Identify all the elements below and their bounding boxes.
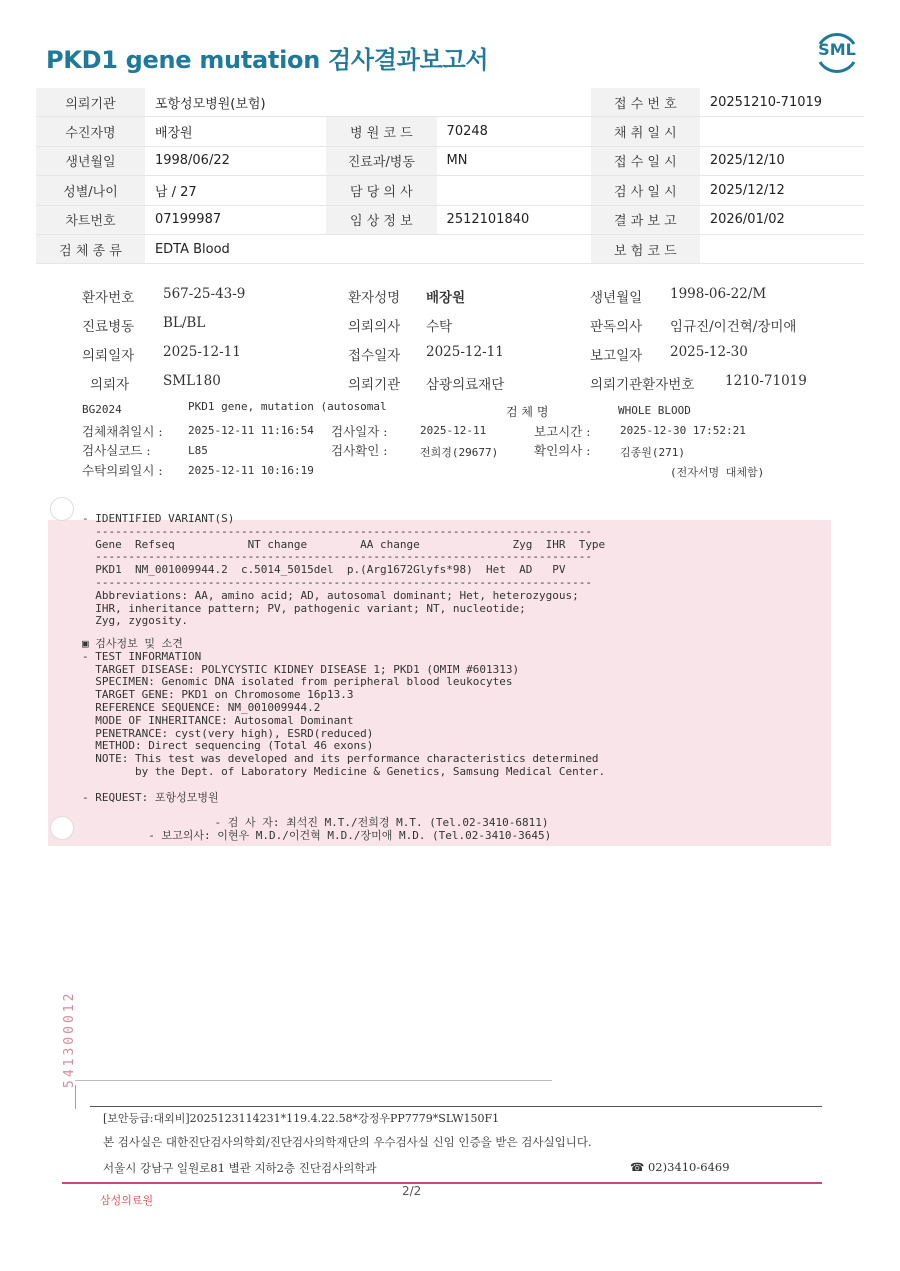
page-number: 2/2 [402,1184,422,1198]
report-title: PKD1 gene mutation 검사결과보고서 [46,46,489,74]
info-value: 1998/06/22 [145,146,326,175]
variant-table: - IDENTIFIED VARIANT(S) --------------------------------------------------------------------------- Gene Refseq NT change AA change Zyg IHR Type --------------------------------------------------------------------------- PKD1 NM_001009944.2 c.5014_5015del p.(Arg1672Glyfs*98) Het AD PV --------------------------------------------------------------------------- Abbreviations: AA, amino acid; AD, autosomal dominant; Het, heterozygous; IHR, inheritance pattern; PV, pathogenic variant; NT, nucleotide; Zyg, zygosity. [82,512,606,628]
info-value: 2512101840 [437,205,591,234]
side-mark [75,1085,77,1109]
patient-field-value: 배장원 [426,290,466,306]
info-label: 임 상 정 보 [326,205,436,234]
patient-field-value: 수탁 [426,319,453,335]
patient-field-value: 567-25-43-9 [163,286,246,302]
info-label: 진료과/병동 [326,146,436,175]
info-row [36,117,864,146]
patient-field-value: 2025-12-11 [426,344,504,360]
room-label: 검사실코드 : [82,443,151,458]
patient-field-label: 생년월일 [590,290,643,306]
phone-line: ☎ 02)3410-6469 [630,1160,730,1174]
doctor-label: 확인의사 : [534,443,591,458]
logo-text: SML [818,40,856,59]
patient-field-label: 접수일자 [348,348,401,364]
info-label: 보 험 코 드 [591,234,700,263]
patient-field-label: 의뢰기관 [348,377,401,393]
info-value [437,176,591,205]
info-label: 접 수 일 시 [591,146,700,175]
info-value: EDTA Blood [145,234,591,263]
footer-pink-rule [62,1182,822,1184]
info-label: 담 당 의 사 [326,176,436,205]
info-label: 성별/나이 [36,176,145,205]
info-row [36,146,864,175]
info-value: 2026/01/02 [700,205,864,234]
patient-field-value: 2025-12-30 [670,344,748,360]
address-line: 서울시 강남구 일원로81 별관 지하2층 진단검사의학과 [103,1161,377,1175]
patient-field-value: 삼광의료재단 [426,377,505,393]
punch-hole [50,497,74,521]
info-value: 배장원 [145,117,326,146]
patient-field-value: 임규진/이건혁/장미애 [670,319,797,335]
info-value: 20251210-71019 [700,88,864,117]
report-time-label: 보고시간 : [534,424,591,439]
confirm-label: 검사확인 : [331,443,388,458]
confirm-value: 전희경(29677) [420,446,499,459]
info-table [36,88,864,264]
info-label: 수진자명 [36,117,145,146]
collect-value: 2025-12-11 11:16:54 [188,424,314,437]
security-line: [보안등급:대외비]2025123114231*119.4.22.58*강정우PP7779*SLW150F1 [103,1112,500,1125]
footer-top-rule [90,1106,822,1107]
info-value: 포항성모병원(보험) [145,88,591,117]
specimen-value: WHOLE BLOOD [618,404,691,417]
info-label: 생년월일 [36,146,145,175]
info-value: 70248 [437,117,591,146]
info-label: 채 취 일 시 [591,117,700,146]
footer-top-rule-light [75,1080,552,1081]
patient-field-label: 환자성명 [348,290,401,306]
certification-line: 본 검사실은 대한진단검사의학회/진단검사의학재단의 우수검사실 신임 인증을 받은 검사실입니다. [103,1135,592,1149]
patient-field-value: 2025-12-11 [163,344,241,360]
info-label: 의뢰기관 [36,88,145,117]
punch-hole [50,816,74,840]
info-label: 차트번호 [36,205,145,234]
patient-field-label: 보고일자 [590,348,643,364]
report-time-value: 2025-12-30 17:52:21 [620,424,746,437]
info-value: 2025/12/10 [700,146,864,175]
patient-field-label: 의뢰자 [90,377,130,393]
info-label: 검 체 종 류 [36,234,145,263]
specimen-label: 검 체 명 [506,405,549,419]
info-label: 결 과 보 고 [591,205,700,234]
info-row [36,234,864,263]
test-code: BG2024 [82,403,122,416]
patient-field-label: 의뢰일자 [82,348,135,364]
patient-field-value: BL/BL [163,315,206,331]
patient-field-value: 1998-06-22/M [670,286,767,302]
info-row [36,88,864,117]
info-value [700,117,864,146]
collect-label: 검체채취일시 : [82,424,163,439]
info-row [36,205,864,234]
patient-field-value: 1210-71019 [725,373,807,389]
test-date-value: 2025-12-11 [420,424,487,437]
info-value: 남 / 27 [145,176,326,205]
sml-logo [812,30,862,76]
info-label: 접 수 번 호 [591,88,700,117]
info-label: 병 원 코 드 [326,117,436,146]
test-name: PKD1 gene, mutation (autosomal [188,400,387,413]
request-value: 2025-12-11 10:16:19 [188,464,314,477]
esign-note: (전자서명 대체함) [670,466,765,479]
patient-field-label: 판독의사 [590,319,643,335]
info-value: 07199987 [145,205,326,234]
info-row [36,176,864,205]
hospital-name: 삼성의료원 [100,1194,154,1207]
info-label: 검 사 일 시 [591,176,700,205]
room-value: L85 [188,444,208,457]
test-date-label: 검사일자 : [331,424,388,439]
patient-field-label: 진료병동 [82,319,135,335]
info-value: 2025/12/12 [700,176,864,205]
side-serial-number: 541300012 [62,990,77,1088]
info-value: MN [437,146,591,175]
info-value [700,234,864,263]
patient-field-label: 환자번호 [82,290,135,306]
patient-field-label: 의뢰기관환자번호 [590,377,695,393]
request-label: 수탁의뢰일시 : [82,463,163,478]
test-information: ▣ 검사정보 및 소견 - TEST INFORMATION TARGET DISEASE: POLYCYSTIC KIDNEY DISEASE 1; PKD1 (OMIM #601313) SPECIMEN: Genomic DNA isolated from peripheral blood leukocytes TARGET GENE: PKD1 on Chromosome 16p13.3 REFERENCE SEQUENCE: NM_001009944.2 MODE OF INHERITANCE: Autosomal Dominant PENETRANCE: cyst(very high), ESRD(reduced) METHOD: Direct sequencing (Total 46 exons) NOTE: This test was developed and its performance characteristics determined by the Dept. of Laboratory Medicine & Genetics, Samsung Medical Center. - REQUEST: 포항성모병원 - 검 사 자: 최석진 M.T./전희경 M.T. (Tel.02-3410-6811) - 보고의사: 이현우 M.D./이건혁 M.D./장미애 M.D. (Tel.02-3410-3645) [82,637,606,842]
patient-field-value: SML180 [163,373,221,389]
doctor-value: 김종원(271) [620,446,685,459]
patient-field-label: 의뢰의사 [348,319,401,335]
